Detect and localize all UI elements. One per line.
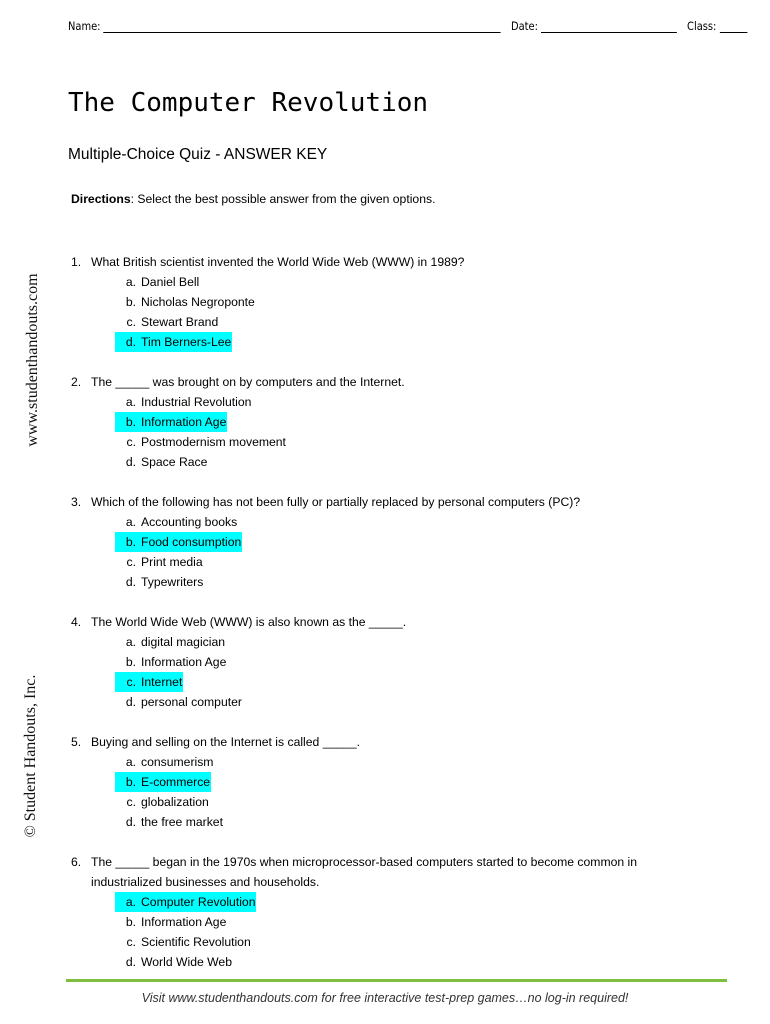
option-d[interactable] [71, 692, 711, 712]
option-text: Daniel Bell [141, 275, 200, 289]
option-d[interactable] [71, 332, 711, 352]
option-letter: b. [125, 415, 136, 429]
class-label: Class: [687, 19, 717, 33]
option-text: the free market [141, 815, 223, 829]
option-text: Typewriters [141, 575, 204, 589]
directions-label: Directions [71, 192, 131, 206]
name-blank[interactable] [104, 19, 501, 33]
option-text: Space Race [141, 455, 208, 469]
option-text: Information Age [141, 915, 227, 929]
directions [71, 192, 435, 206]
option-b[interactable] [71, 412, 711, 432]
option-letter: d. [125, 955, 136, 969]
question-text: The _____ was brought on by computers and the Internet. [91, 375, 405, 389]
page-subtitle: Multiple-Choice Quiz - ANSWER KEY [68, 146, 328, 163]
option-text: World Wide Web [141, 955, 232, 969]
option-letter: b. [125, 535, 136, 549]
question-5 [71, 732, 711, 832]
option-letter: b. [125, 915, 136, 929]
option-b[interactable] [71, 652, 711, 672]
option-text: Internet [141, 675, 183, 689]
class-blank[interactable] [720, 19, 748, 33]
option-letter: a. [125, 755, 136, 769]
option-b[interactable] [71, 532, 711, 552]
option-text: Nicholas Negroponte [141, 295, 255, 309]
option-b[interactable] [71, 912, 711, 932]
option-d[interactable] [71, 452, 711, 472]
option-letter: a. [125, 895, 136, 909]
question-number: 1. [71, 255, 82, 269]
question-1 [71, 252, 711, 352]
date-blank[interactable] [541, 19, 677, 33]
question-3 [71, 492, 711, 592]
option-letter: c. [126, 315, 136, 329]
question-text: The _____ began in the 1970s when microprocessor-based computers started to become common in industrialized businesses and households. [91, 855, 638, 889]
date-label: Date: [511, 19, 538, 33]
option-text: E-commerce [141, 775, 211, 789]
question-text: Buying and selling on the Internet is called _____. [91, 735, 360, 749]
option-letter: d. [125, 455, 136, 469]
name-label: Name: [68, 19, 101, 33]
sidebar-url: www.studenthandouts.com [24, 273, 41, 447]
option-text: Food consumption [141, 535, 242, 549]
option-a[interactable] [71, 272, 711, 292]
option-text: Accounting books [141, 515, 238, 529]
question-4 [71, 612, 711, 712]
question-text: The World Wide Web (WWW) is also known as the _____. [91, 615, 407, 629]
option-letter: d. [125, 575, 136, 589]
option-a[interactable] [71, 512, 711, 532]
page-title: The Computer Revolution [68, 88, 429, 118]
option-c[interactable] [71, 932, 711, 952]
option-d[interactable] [71, 952, 711, 972]
option-c[interactable] [71, 432, 711, 452]
option-letter: c. [126, 935, 136, 949]
option-c[interactable] [71, 792, 711, 812]
option-c[interactable] [71, 672, 711, 692]
question-number: 5. [71, 735, 82, 749]
option-a[interactable] [71, 892, 711, 912]
option-letter: c. [126, 675, 136, 689]
option-text: Information Age [141, 415, 227, 429]
option-text: Tim Berners-Lee [141, 335, 232, 349]
option-b[interactable] [71, 292, 711, 312]
option-text: Scientific Revolution [141, 935, 251, 949]
option-letter: a. [125, 515, 136, 529]
option-text: Print media [141, 555, 203, 569]
option-a[interactable] [71, 392, 711, 412]
footer-divider [66, 979, 727, 982]
option-letter: d. [125, 815, 136, 829]
question-number: 4. [71, 615, 82, 629]
sidebar-copyright: © Student Handouts, Inc. [22, 674, 39, 838]
option-d[interactable] [71, 572, 711, 592]
option-letter: b. [125, 775, 136, 789]
question-list [71, 252, 711, 992]
question-number: 2. [71, 375, 82, 389]
option-d[interactable] [71, 812, 711, 832]
option-letter: d. [125, 695, 136, 709]
option-c[interactable] [71, 552, 711, 572]
option-letter: c. [126, 795, 136, 809]
option-text: Computer Revolution [141, 895, 256, 909]
question-number: 6. [71, 855, 82, 869]
option-text: Postmodernism movement [141, 435, 286, 449]
option-text: Industrial Revolution [141, 395, 252, 409]
option-letter: b. [125, 655, 136, 669]
question-text: What British scientist invented the World Wide Web (WWW) in 1989? [91, 255, 465, 269]
option-text: Stewart Brand [141, 315, 219, 329]
option-text: consumerism [141, 755, 214, 769]
question-text: Which of the following has not been fully or partially replaced by personal computers (PC)? [91, 495, 581, 509]
question-number: 3. [71, 495, 82, 509]
question-2 [71, 372, 711, 472]
option-text: digital magician [141, 635, 226, 649]
option-letter: b. [125, 295, 136, 309]
student-info-header [68, 19, 717, 39]
option-letter: d. [125, 335, 136, 349]
option-letter: a. [125, 275, 136, 289]
option-text: personal computer [141, 695, 242, 709]
directions-text: : Select the best possible answer from the given options. [130, 192, 436, 206]
option-text: Information Age [141, 655, 227, 669]
option-c[interactable] [71, 312, 711, 332]
footer-note: Visit www.studenthandouts.com for free interactive test-prep games…no log-in required! [141, 991, 629, 1005]
option-letter: a. [125, 395, 136, 409]
question-6 [71, 852, 711, 972]
option-b[interactable] [71, 772, 711, 792]
option-text: globalization [141, 795, 209, 809]
option-a[interactable] [71, 632, 711, 652]
option-a[interactable] [71, 752, 711, 772]
option-letter: a. [125, 635, 136, 649]
option-letter: c. [126, 555, 136, 569]
option-letter: c. [126, 435, 136, 449]
